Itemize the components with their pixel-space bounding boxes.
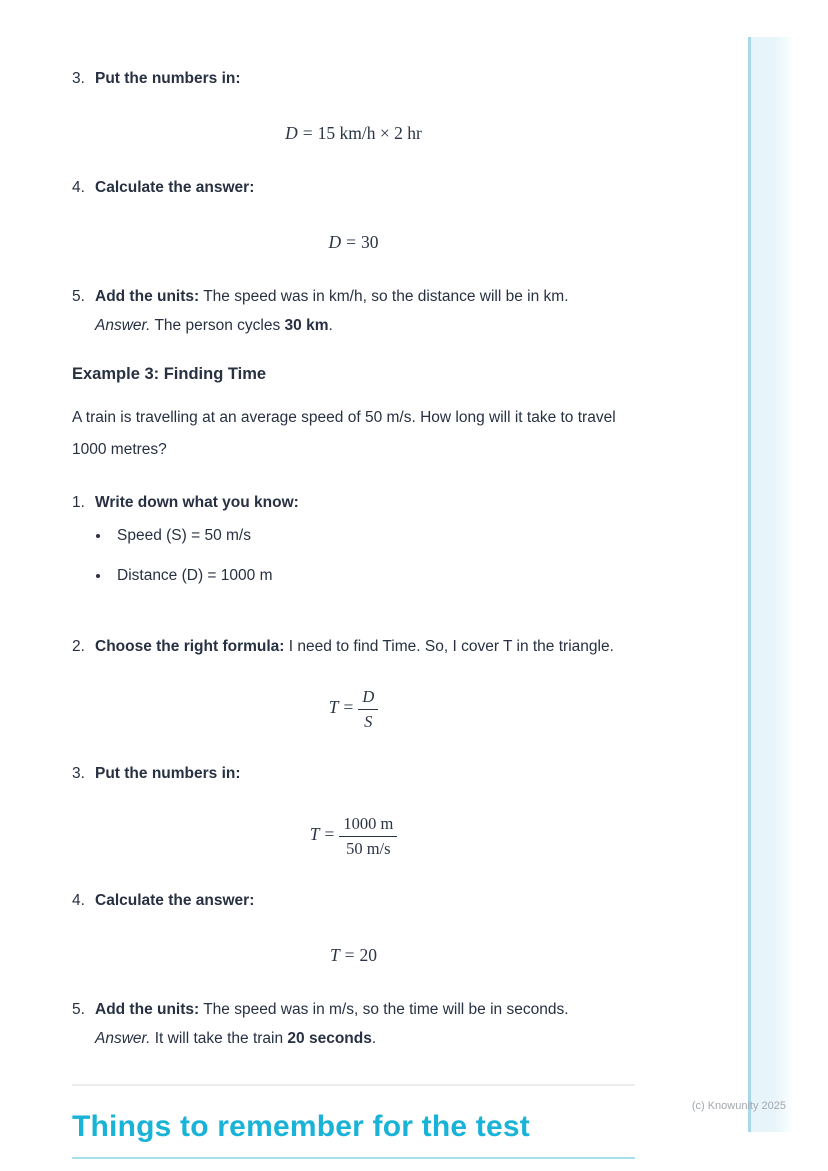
math-variable: D — [285, 123, 298, 144]
answer-line — [95, 1026, 624, 1052]
math-fraction — [339, 813, 397, 859]
math-variable: T — [309, 824, 320, 845]
math-expression: 30 — [361, 232, 379, 253]
decorative-side-bar — [748, 37, 792, 1132]
math-expression: 20 — [359, 945, 378, 966]
math-equals: = — [346, 232, 356, 253]
next-section-heading: Things to remember for the test — [72, 1110, 635, 1159]
answer-value: 20 seconds — [287, 1030, 372, 1048]
step-number: 5. — [72, 288, 85, 306]
math-variable: T — [328, 697, 339, 718]
step-text: The speed was in m/s, so the time will be in seconds. — [203, 1001, 569, 1019]
formula-time-substitution — [72, 813, 635, 859]
example3-intro: A train is travelling at an average speed of 50 m/s. How long will it take to travel 1000 metres? — [72, 409, 616, 458]
step-label: Write down what you know: — [95, 493, 299, 511]
fraction-numerator: 1000 m — [339, 813, 397, 836]
fraction-denominator: 50 m/s — [346, 838, 391, 858]
step-item — [72, 761, 624, 787]
answer-text: The person cycles — [154, 317, 281, 335]
formula-distance-substitution — [72, 123, 635, 144]
math-equals: = — [344, 945, 355, 966]
math-variable: D — [328, 232, 342, 253]
example3-heading: Example 3: Finding Time — [72, 365, 267, 384]
step-item — [72, 490, 624, 606]
step-label: Choose the right formula: — [95, 638, 285, 656]
step-item — [72, 634, 624, 660]
step-text: The speed was in km/h, so the distance will be in km. — [203, 288, 569, 306]
answer-period: . — [328, 317, 333, 335]
step-item — [72, 997, 624, 1052]
math-variable: T — [329, 945, 340, 966]
step-number: 2. — [72, 638, 85, 656]
step-label: Add the units: — [95, 1001, 200, 1019]
answer-period: . — [371, 1030, 377, 1048]
known-values-list — [95, 524, 624, 590]
step-item — [72, 175, 624, 201]
answer-label: Answer. — [95, 1030, 151, 1048]
step-label: Calculate the answer: — [95, 179, 255, 197]
math-equals: = — [302, 123, 313, 144]
step-number: 5. — [72, 1001, 85, 1019]
math-equals: = — [343, 697, 354, 718]
math-fraction — [358, 686, 378, 732]
step-label: Add the units: — [95, 288, 200, 306]
answer-value: 30 km — [284, 317, 329, 335]
formula-time-result — [72, 945, 635, 966]
step-number: 4. — [72, 179, 85, 197]
list-item: • Speed (S) = 50 m/s — [111, 524, 624, 549]
math-expression: 15 km/h × 2 hr — [317, 123, 422, 144]
answer-line — [95, 313, 624, 339]
step-number: 4. — [72, 892, 85, 910]
step-label: Put the numbers in: — [95, 70, 241, 87]
step-item — [72, 284, 624, 339]
document-page — [72, 0, 635, 1159]
answer-text: It will take the train — [154, 1030, 284, 1048]
list-item: • Distance (D) = 1000 m — [111, 564, 624, 589]
step-item — [72, 66, 624, 92]
answer-label: Answer. — [95, 317, 151, 335]
section-divider — [72, 1084, 635, 1086]
step-number: 1. — [72, 493, 85, 511]
formula-time-triangle — [72, 686, 635, 732]
math-equals: = — [324, 824, 335, 845]
step-label: Put the numbers in: — [95, 765, 241, 783]
watermark: (c) Knowunity 2025 — [691, 1100, 786, 1112]
step-label: Calculate the answer: — [95, 892, 255, 910]
fraction-denominator: S — [364, 711, 373, 731]
step-number: 3. — [72, 70, 85, 87]
step-number: 3. — [72, 765, 85, 783]
step-text: I need to find Time. So, I cover T in the triangle. — [288, 638, 614, 656]
formula-distance-result — [72, 232, 635, 253]
fraction-numerator: D — [358, 686, 378, 709]
step-item — [72, 888, 624, 914]
